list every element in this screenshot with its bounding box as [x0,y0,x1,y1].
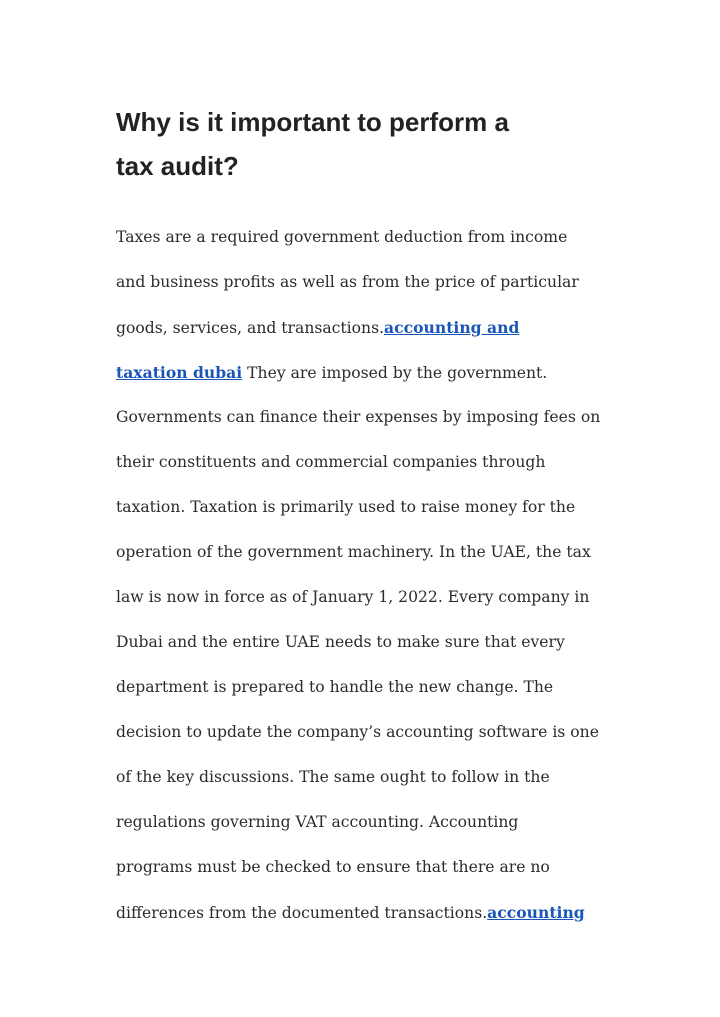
body-line-text: Dubai and the entire UAE needs to make sure that every [116,633,565,651]
body-line [116,215,616,260]
body-line-text: their constituents and commercial companies through [116,453,546,471]
body-line [116,530,616,575]
body-line-text: They are imposed by the government. [242,364,548,382]
body-line [116,665,616,710]
body-line [116,845,616,890]
body-line [116,260,616,305]
article-title [116,100,616,188]
body-line-text: law is now in force as of January 1, 2022. Every company in [116,588,590,606]
article-title-line-2: tax audit? [116,151,239,181]
body-line [116,575,616,620]
body-line-text: department is prepared to handle the new change. The [116,678,554,696]
body-line-text: differences from the documented transactions. [116,904,488,922]
body-line [116,710,616,755]
body-line [116,440,616,485]
body-line [116,620,616,665]
body-line-text: Governments can finance their expenses by imposing fees on [116,408,601,426]
body-line [116,890,616,935]
accounting-link[interactable]: accounting [487,903,585,922]
body-line-text: programs must be checked to ensure that there are no [116,858,550,876]
accounting-and-taxation-dubai-link-part-2[interactable]: taxation dubai [116,363,243,382]
body-line-text: decision to update the company’s accounting software is one [116,723,599,741]
body-line-text: of the key discussions. The same ought to follow in the [116,768,550,786]
article-title-line-1: Why is it important to perform a [116,107,509,137]
body-line [116,755,616,800]
body-line [116,800,616,845]
article-body [116,215,616,935]
body-line-text: Taxes are a required government deduction from income [116,228,568,246]
body-line-text: taxation. Taxation is primarily used to raise money for the [116,498,576,516]
body-line-text: operation of the government machinery. In the UAE, the tax [116,543,591,561]
body-line-text: goods, services, and transactions. [116,319,385,337]
body-line [116,395,616,440]
body-line [116,305,616,350]
body-line [116,485,616,530]
body-line-text: and business profits as well as from the price of particular [116,273,579,291]
accounting-and-taxation-dubai-link-part-1[interactable]: accounting and [384,318,520,337]
body-line-text: regulations governing VAT accounting. Accounting [116,813,519,831]
body-line [116,350,616,395]
